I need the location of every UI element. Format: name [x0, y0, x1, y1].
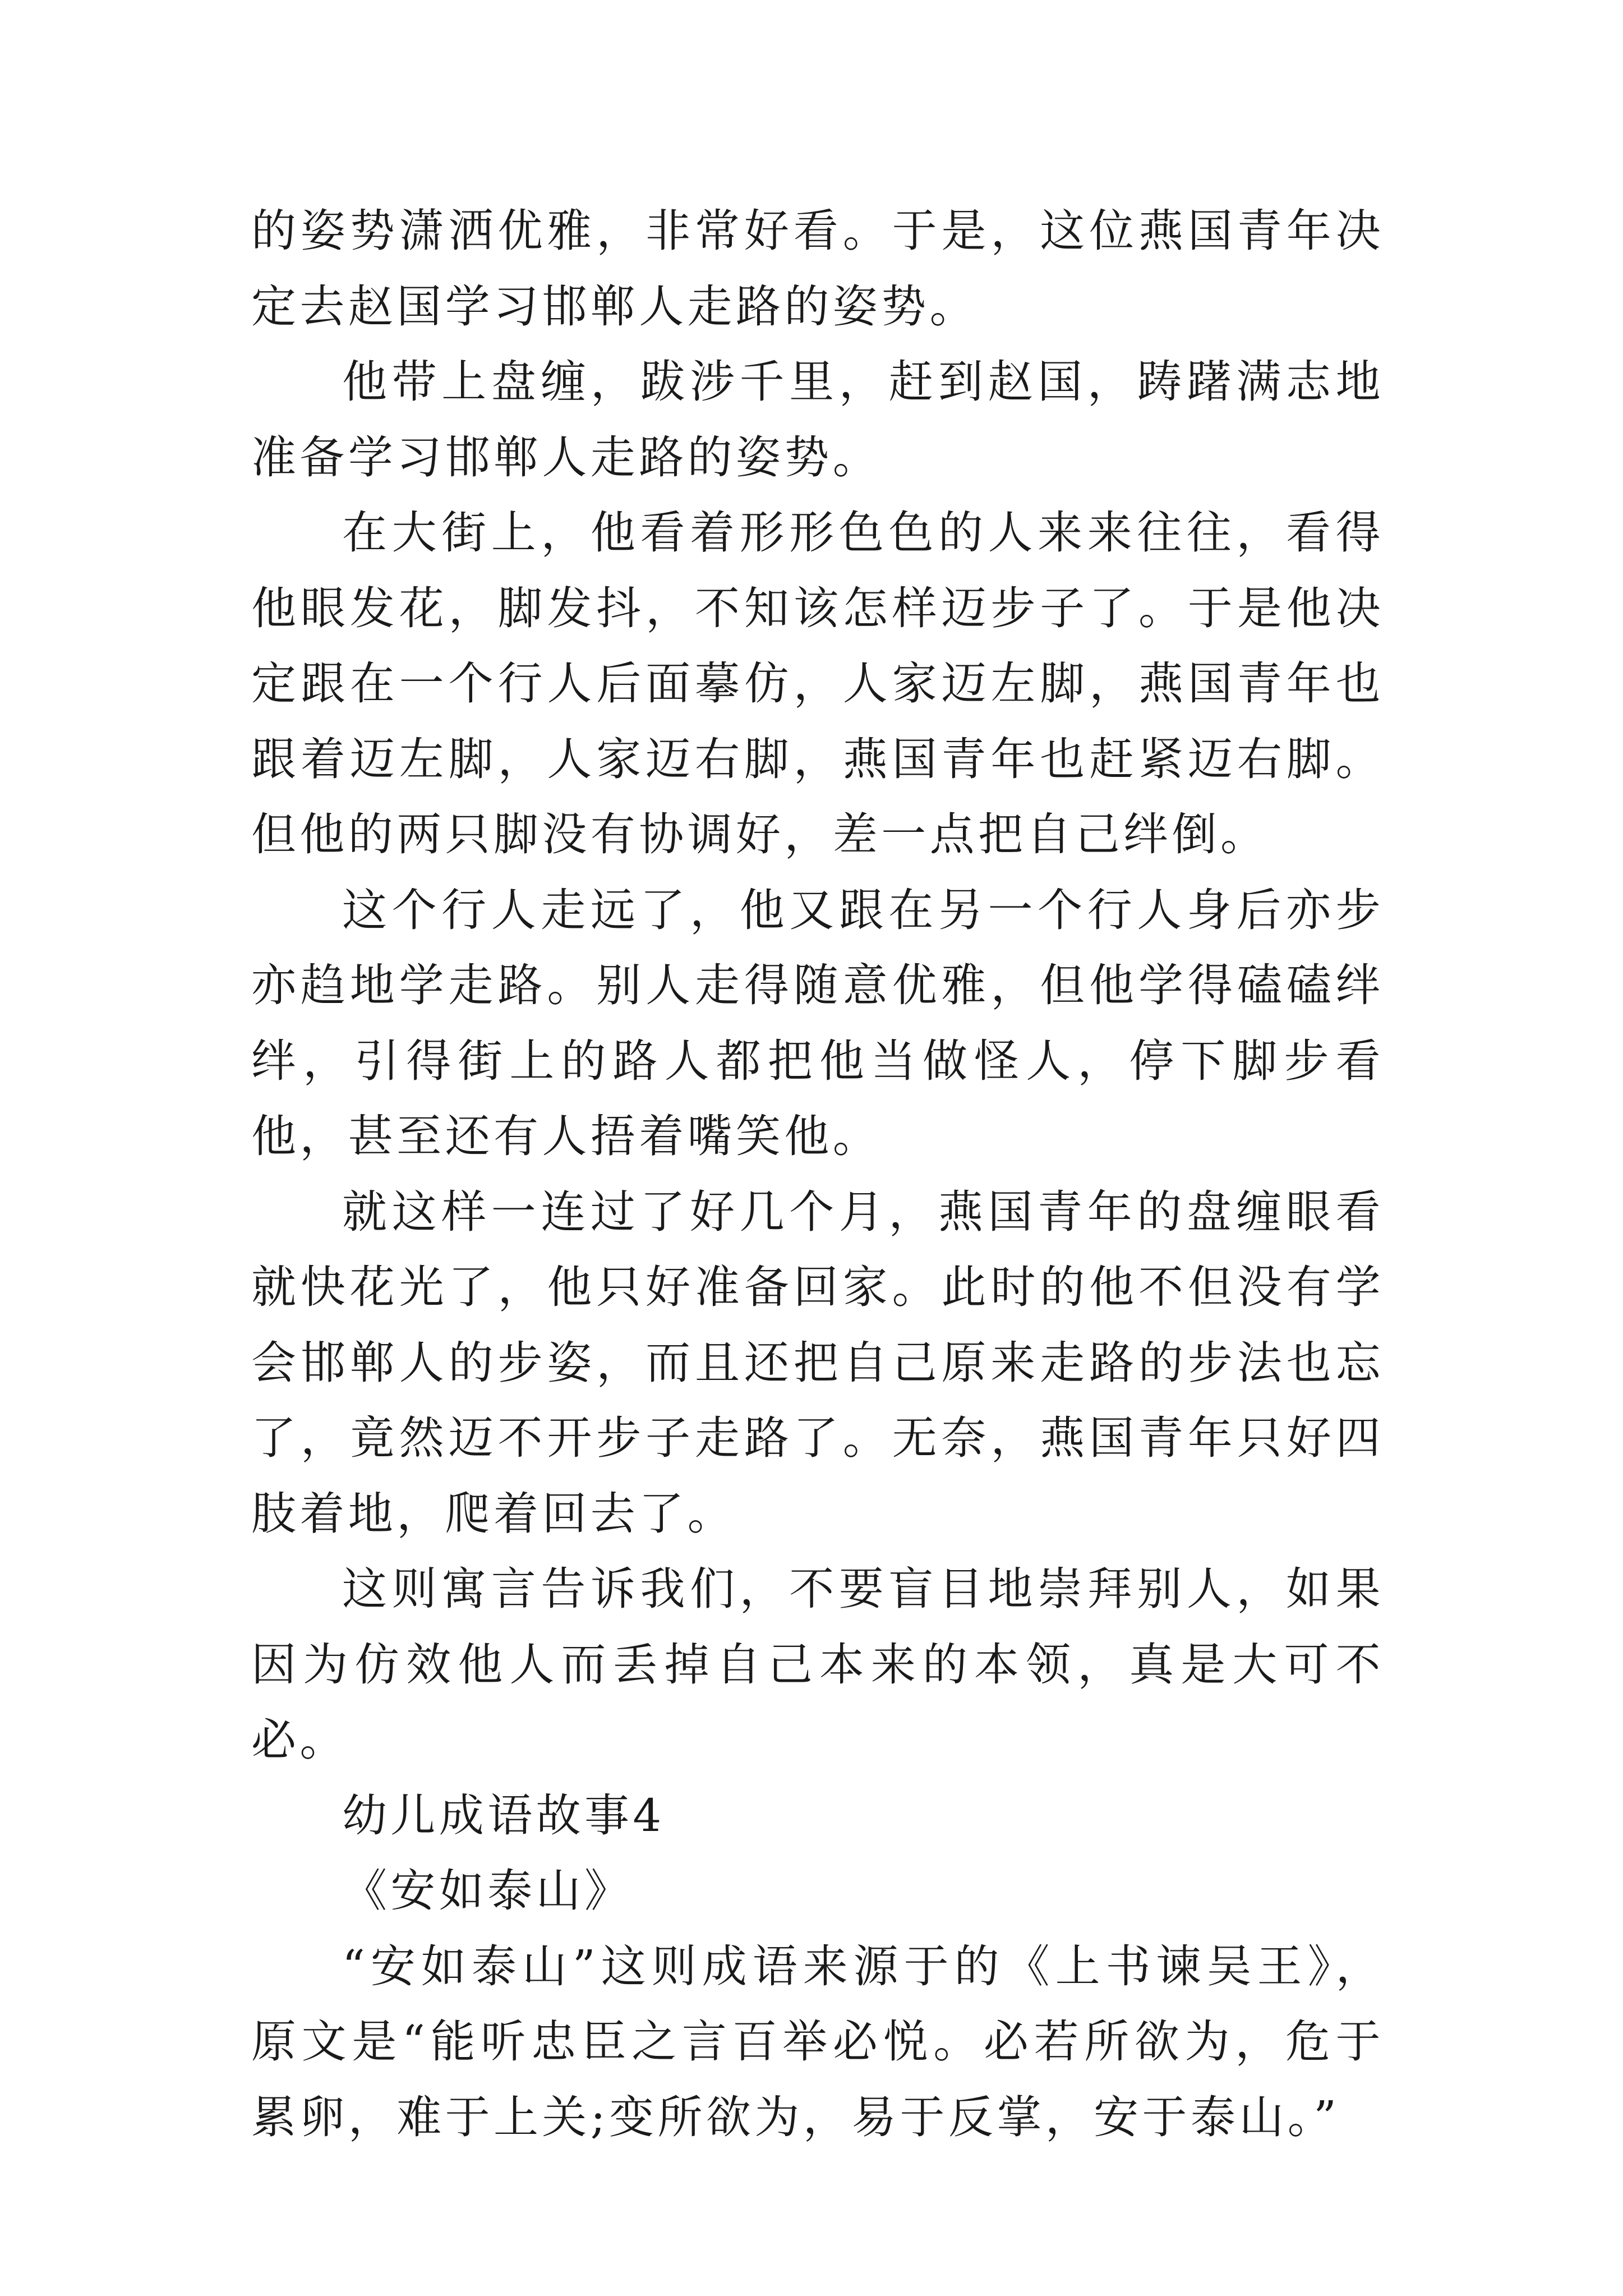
story-heading: 幼儿成语故事4	[342, 1789, 665, 1842]
story-title: 《安如泰山》	[342, 1865, 633, 1917]
document-body	[251, 194, 1384, 2155]
paragraph: 就这样一连过了好几个月，燕国青年的盘缠眼看就快花光了，他只好准备回家。此时的他不但没有学会邯郸人的步姿，而且还把自己原来走路的步法也忘了，竟然迈不开步子走路了。无奈，燕国青年只好四肢着地，爬着回去了。	[251, 1185, 1384, 1540]
paragraph: 这个行人走远了，他又跟在另一个行人身后亦步亦趋地学走路。别人走得随意优雅，但他学得磕磕绊绊，引得街上的路人都把他当做怪人，停下脚步看他，甚至还有人捂着嘴笑他。	[251, 884, 1384, 1162]
paragraph: 他带上盘缠，跋涉千里，赶到赵国，踌躇满志地准备学习邯郸人走路的姿势。	[251, 356, 1384, 484]
paragraph: “安如泰山”这则成语来源于的《上书谏吴王》，原文是“能听忠臣之言百举必悦。必若所欲为，危于累卵，难于上关;变所欲为，易于反掌，安于泰山。”	[251, 1940, 1384, 2143]
paragraph: 这则寓言告诉我们，不要盲目地崇拜别人，如果因为仿效他人而丢掉自己本来的本领，真是大可不必。	[251, 1563, 1384, 1766]
paragraph: 在大街上，他看着形形色色的人来来往往，看得他眼发花，脚发抖，不知该怎样迈步子了。于是他决定跟在一个行人后面摹仿，人家迈左脚，燕国青年也跟着迈左脚，人家迈右脚，燕国青年也赶紧迈右脚。但他的两只脚没有协调好，差一点把自己绊倒。	[251, 507, 1384, 861]
paragraph: 的姿势潇洒优雅，非常好看。于是，这位燕国青年决定去赵国学习邯郸人走路的姿势。	[251, 205, 1384, 333]
